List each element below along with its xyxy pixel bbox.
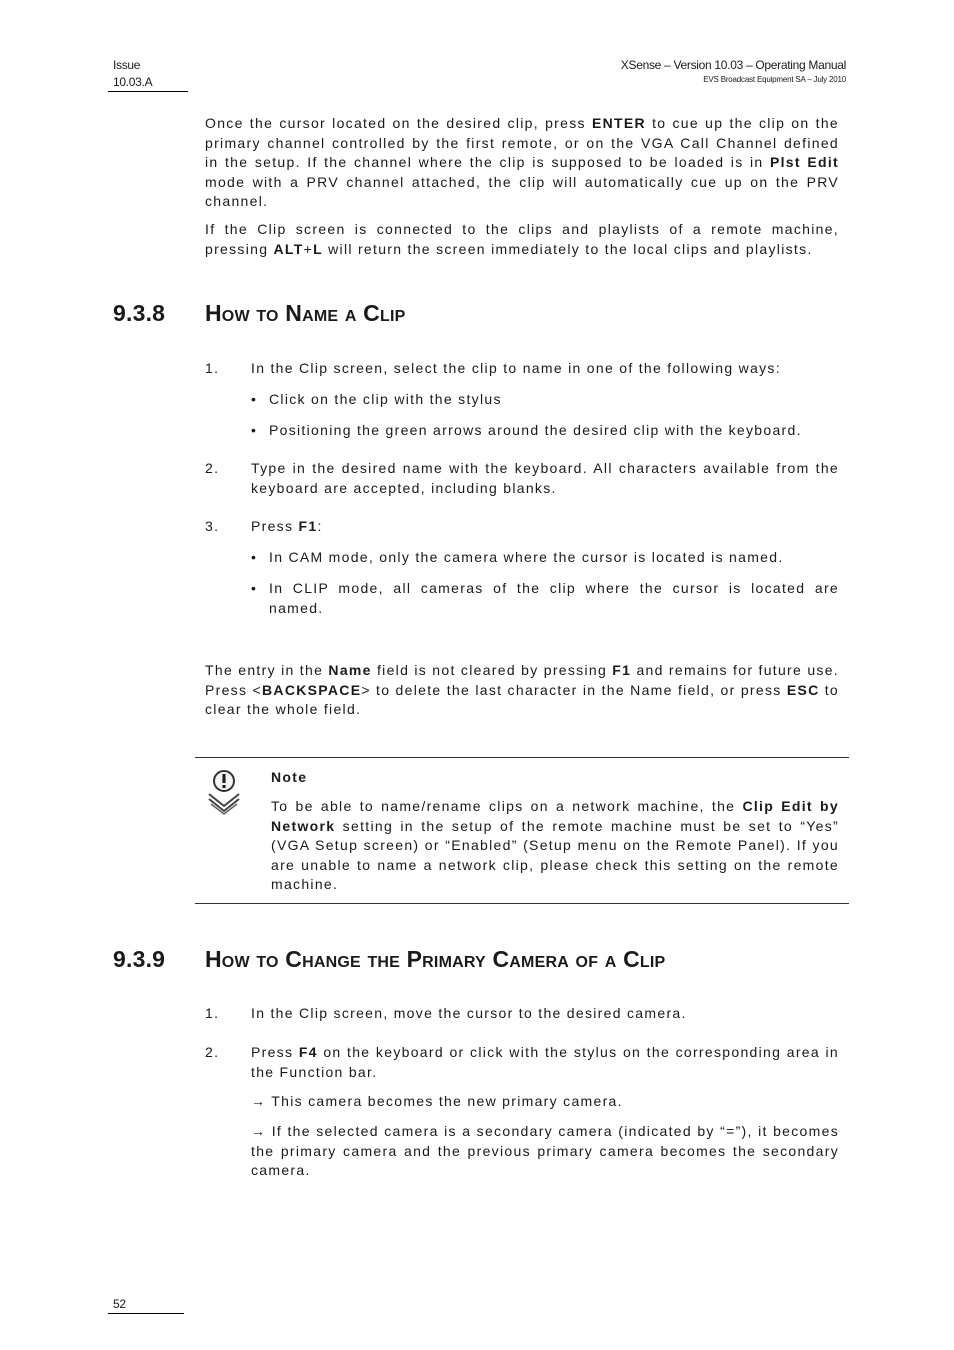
step-text: Press F1: — [251, 518, 323, 534]
issue-number: 10.03.A — [113, 75, 153, 89]
bullet-text: Positioning the green arrows around the desired clip with the keyboard. — [269, 422, 802, 438]
step-2 — [205, 1043, 839, 1083]
step-3 — [205, 517, 839, 537]
bullet-text: Click on the clip with the stylus — [269, 391, 502, 407]
section-heading-938 — [113, 300, 853, 330]
step-2 — [205, 459, 839, 499]
bullet-text: In CAM mode, only the camera where the cursor is located is named. — [269, 549, 784, 565]
section-title: How to Change the Primary Camera of a Clip — [205, 946, 666, 972]
bullet-icon: • — [251, 580, 258, 596]
step-number: 2. — [205, 1044, 220, 1060]
page-number: 52 — [113, 1297, 126, 1311]
result-text: This camera becomes the new primary camera. — [271, 1093, 623, 1109]
result-item — [251, 1092, 839, 1112]
step-text: Press F4 on the keyboard or click with the stylus on the corresponding area in the Function bar. — [251, 1044, 839, 1080]
arrow-icon: → — [251, 1123, 267, 1139]
section-number: 9.3.8 — [113, 300, 166, 326]
bullet-text: In CLIP mode, all cameras of the clip where the cursor is located are named. — [269, 580, 839, 616]
bullet-icon: • — [251, 391, 258, 407]
section-heading-939 — [113, 946, 853, 976]
step-number: 1. — [205, 360, 220, 376]
footer-rule — [108, 1313, 184, 1314]
step-text: In the Clip screen, move the cursor to the desired camera. — [251, 1005, 687, 1021]
bullet-icon: • — [251, 422, 258, 438]
publisher-line: EVS Broadcast Equipment SA – July 2010 — [703, 75, 846, 84]
note-top-rule — [195, 757, 849, 758]
bullet-item — [251, 421, 839, 441]
note-text: To be able to name/rename clips on a network machine, the Clip Edit by Network setting in the setup of the remote machine must be set to “Yes” (VGA Setup screen) or “Enabled” (Setup menu on the Remote Panel). If you are unable to name a network clip, please check this setting on the remote machine. — [271, 798, 839, 892]
step-number: 3. — [205, 518, 220, 534]
issue-label: Issue — [113, 58, 141, 72]
step-1 — [205, 359, 839, 379]
arrow-icon: → — [251, 1093, 267, 1109]
step-number: 2. — [205, 460, 220, 476]
result-item — [251, 1122, 839, 1181]
section-title: How to Name a Clip — [205, 300, 406, 326]
intro-paragraph-2: If the Clip screen is connected to the clips and playlists of a remote machine, pressing ALT+L will return the screen immediately to the local clips and playlists. — [205, 221, 839, 257]
section-number: 9.3.9 — [113, 946, 166, 972]
step-text: In the Clip screen, select the clip to name in one of the following ways: — [251, 360, 781, 376]
step-number: 1. — [205, 1005, 220, 1021]
bullet-item — [251, 579, 839, 619]
manual-title: XSense – Version 10.03 – Operating Manual — [620, 58, 846, 72]
header-left-rule — [108, 91, 188, 92]
bullet-item — [251, 390, 839, 410]
step-1 — [205, 1004, 839, 1024]
note-bottom-rule — [195, 903, 849, 904]
note-warning-icon — [205, 768, 243, 816]
bullet-icon: • — [251, 549, 258, 565]
note-heading: Note — [271, 769, 308, 785]
intro-paragraph-1: Once the cursor located on the desired clip, press ENTER to cue up the clip on the primary channel controlled by the first remote, or on the VGA Call Channel defined in the setup. If the channel where the clip is supposed to be loaded is in Plst Edit mode with a PRV channel attached, the clip will automatically cue up on the PRV channel. — [205, 115, 839, 209]
step-text: Type in the desired name with the keyboard. All characters available from the keyboard are accepted, including blanks. — [251, 460, 839, 496]
bullet-item — [251, 548, 839, 568]
name-field-paragraph: The entry in the Name field is not cleared by pressing F1 and remains for future use. Press <BACKSPACE> to delete the last character in the Name field, or press ESC to clear the whole field. — [205, 662, 840, 717]
result-text: If the selected camera is a secondary camera (indicated by “=”), it becomes the primary camera and the previous primary camera becomes the secondary camera. — [251, 1123, 839, 1178]
